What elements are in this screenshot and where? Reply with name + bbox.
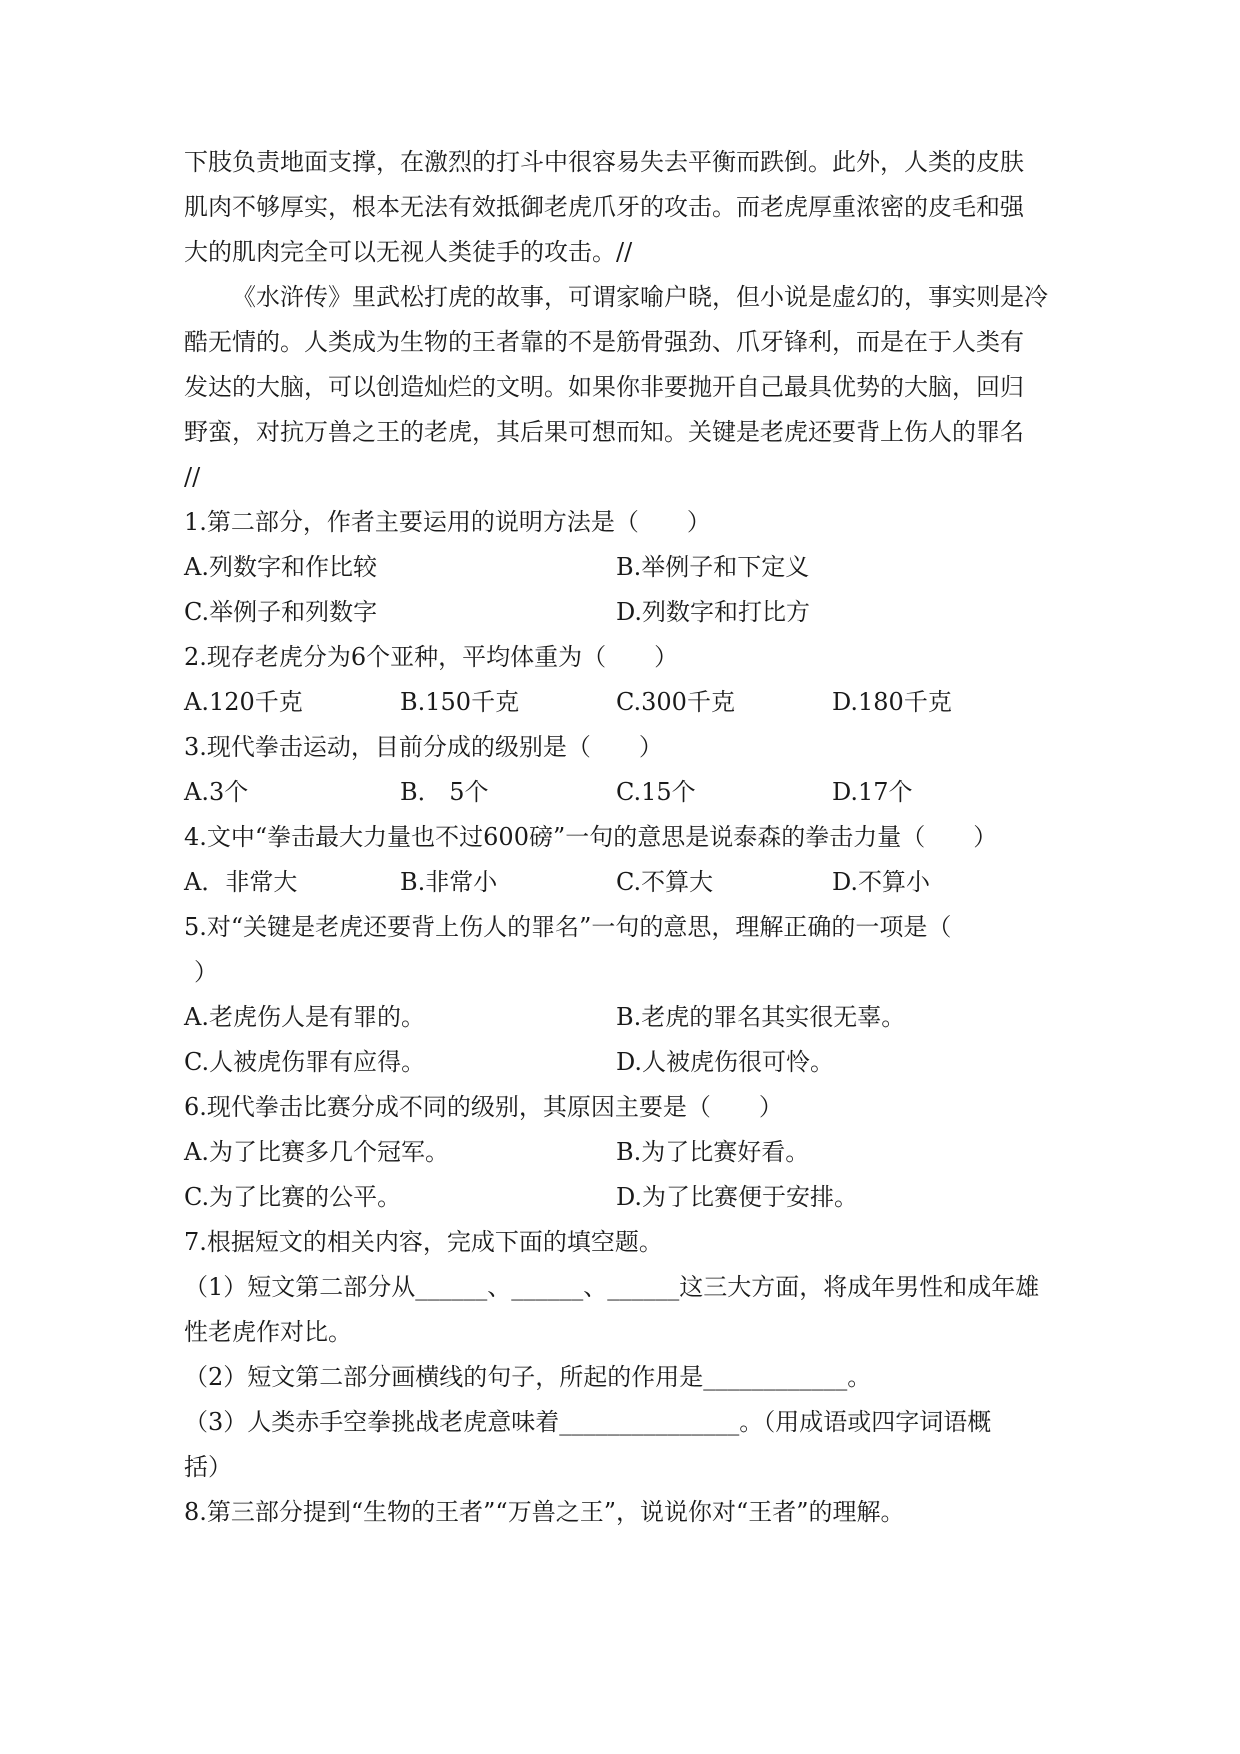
question-4-option-c: C.不算大 [616,868,714,896]
question-7-sub3-line1: （3）人类赤手空拳挑战老虎意味着_______________。（用成语或四字词语概 [184,1408,992,1436]
question-7-sub1-line1: （1）短文第二部分从______、______、______这三大方面，将成年男性和成年雄 [184,1273,1040,1301]
question-7-sub3-line2: 括） [184,1453,232,1481]
passage-line-5: 酷无情的。人类成为生物的王者靠的不是筋骨强劲、爪牙锋利，而是在于人类有 [184,328,1024,356]
question-6-stem: 6.现代拳击比赛分成不同的级别，其原因主要是（ ） [184,1093,783,1121]
question-7-stem: 7.根据短文的相关内容，完成下面的填空题。 [184,1228,663,1256]
question-5-option-b: B.老虎的罪名其实很无辜。 [616,1003,906,1031]
passage-line-7: 野蛮，对抗万兽之王的老虎，其后果可想而知。关键是老虎还要背上伤人的罪名 [184,418,1024,446]
question-1-option-b: B.举例子和下定义 [616,553,810,581]
question-5-option-a: A.老虎伤人是有罪的。 [184,1003,425,1031]
question-6-option-d: D.为了比赛便于安排。 [616,1183,859,1211]
question-5-option-d: D.人被虎伤很可怜。 [616,1048,835,1076]
question-2-option-d: D.180千克 [832,688,952,716]
question-7-sub1-line2: 性老虎作对比。 [184,1318,352,1346]
question-3-option-d: D.17个 [832,778,913,806]
question-1-option-c: C.举例子和列数字 [184,598,378,626]
question-3-option-c: C.15个 [616,778,696,806]
question-4-option-a: A．非常大 [184,868,298,896]
question-3-option-b: B． 5个 [400,778,489,806]
question-2-option-c: C.300千克 [616,688,735,716]
question-3-stem: 3.现代拳击运动，目前分成的级别是（ ） [184,733,663,761]
question-3-option-a: A.3个 [184,778,249,806]
question-1-option-d: D.列数字和打比方 [616,598,811,626]
question-6-option-b: B.为了比赛好看。 [616,1138,810,1166]
question-1-option-a: A.列数字和作比较 [184,553,377,581]
question-4-option-d: D.不算小 [832,868,931,896]
question-5-stem-cont: ） [194,958,218,986]
passage-line-1: 下肢负责地面支撑，在激烈的打斗中很容易失去平衡而跌倒。此外，人类的皮肤 [184,148,1024,176]
question-5-stem: 5.对“关键是老虎还要背上伤人的罪名”一句的意思，理解正确的一项是（ [184,913,952,941]
question-5-option-c: C.人被虎伤罪有应得。 [184,1048,426,1076]
question-6-option-c: C.为了比赛的公平。 [184,1183,402,1211]
question-1-stem: 1.第二部分，作者主要运用的说明方法是（ ） [184,508,711,536]
question-8-stem: 8.第三部分提到“生物的王者”“万兽之王”，说说你对“王者”的理解。 [184,1498,905,1526]
question-2-stem: 2.现存老虎分为6个亚种，平均体重为（ ） [184,643,679,671]
question-6-option-a: A.为了比赛多几个冠军。 [184,1138,449,1166]
question-7-sub2: （2）短文第二部分画横线的句子，所起的作用是____________。 [184,1363,872,1391]
question-2-option-a: A.120千克 [184,688,303,716]
question-4-option-b: B.非常小 [400,868,498,896]
passage-line-3: 大的肌肉完全可以无视人类徒手的攻击。// [184,238,633,266]
passage-line-4: 《水浒传》里武松打虎的故事，可谓家喻户晓，但小说是虚幻的，事实则是冷 [232,283,1048,311]
passage-line-6: 发达的大脑，可以创造灿烂的文明。如果你非要抛开自己最具优势的大脑，回归 [184,373,1024,401]
question-2-option-b: B.150千克 [400,688,520,716]
question-4-stem: 4.文中“拳击最大力量也不过600磅”一句的意思是说泰森的拳击力量（ ） [184,823,998,851]
passage-line-2: 肌肉不够厚实，根本无法有效抵御老虎爪牙的攻击。而老虎厚重浓密的皮毛和强 [184,193,1024,221]
passage-line-8: // [184,463,201,491]
